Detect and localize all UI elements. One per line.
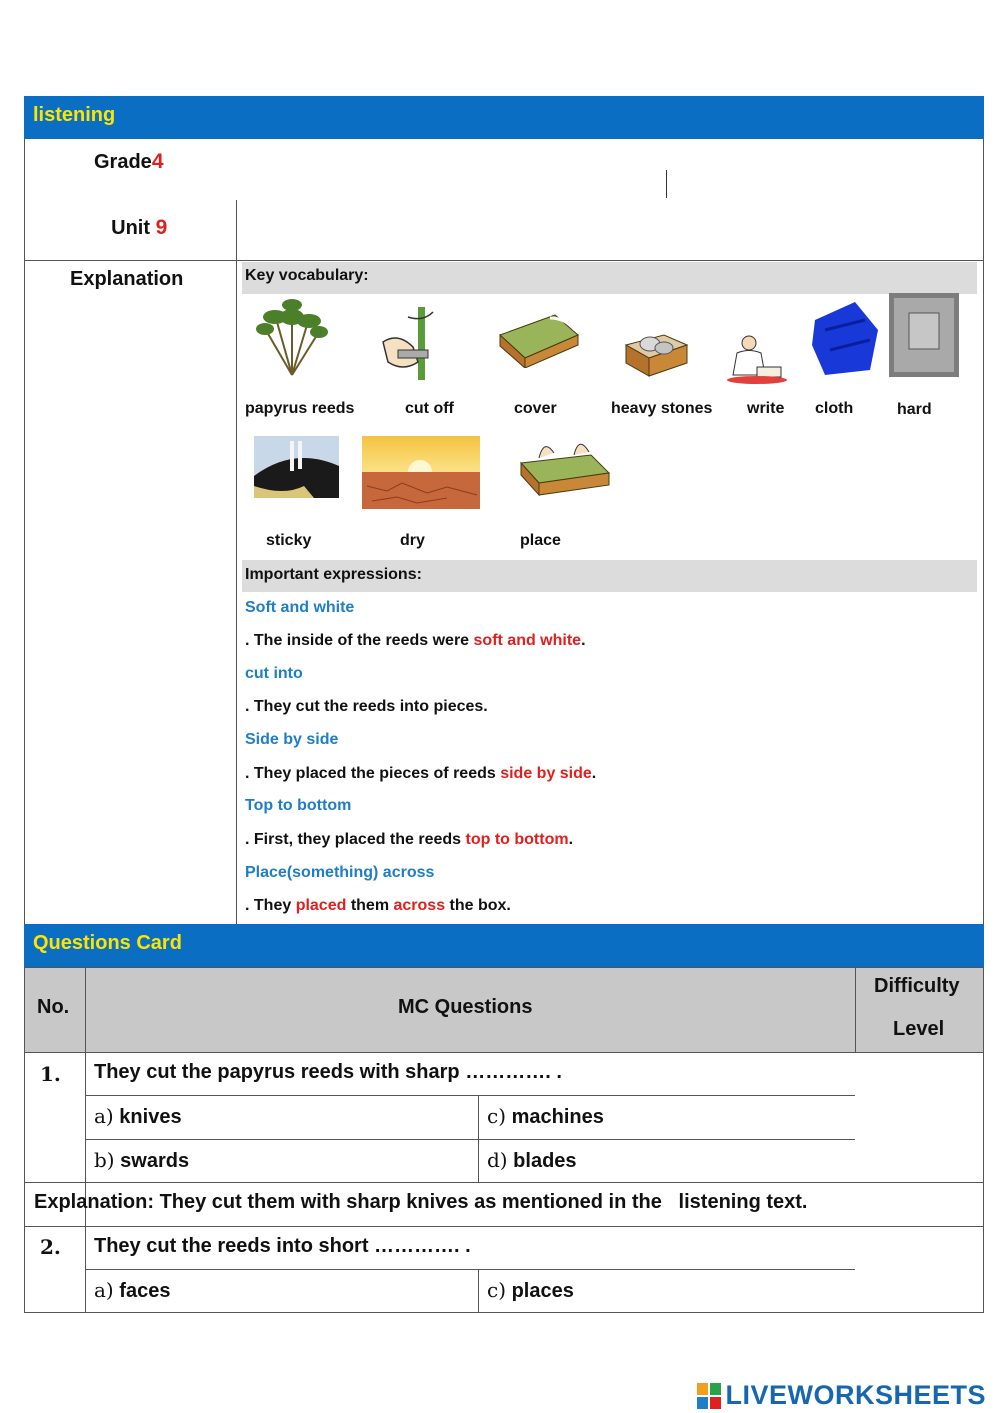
dry-image — [362, 436, 480, 509]
row-line — [86, 1095, 855, 1096]
header-bar — [24, 96, 984, 139]
expression-heading: Place(something) across — [245, 864, 435, 881]
row-line — [86, 1139, 855, 1140]
liveworksheets-logo — [697, 1380, 986, 1411]
question-number: 1. — [40, 1062, 61, 1086]
unit-line — [100, 193, 167, 240]
expressions-title: Important expressions: — [245, 566, 422, 583]
expression-heading: Soft and white — [245, 599, 355, 616]
expression-example: . They cut the reeds into pieces. — [245, 698, 488, 715]
expression-example: . They placed the pieces of reeds side by side. — [245, 765, 597, 782]
vocab-label: cover — [514, 400, 557, 417]
place-image — [519, 433, 611, 497]
questions-card-bar — [24, 924, 984, 967]
papyrus-reeds-image — [255, 297, 330, 377]
vocab-label: dry — [400, 532, 425, 549]
hard-image — [889, 293, 959, 377]
brand-icon — [697, 1383, 721, 1409]
section-title: listening — [33, 104, 116, 126]
vocab-label: place — [520, 532, 561, 549]
option-d[interactable]: d) blades — [487, 1148, 577, 1172]
vocab-label: cut off — [405, 400, 454, 417]
question-text: They cut the papyrus reeds with sharp …………. . — [94, 1061, 562, 1083]
grade-value: 4 — [151, 150, 164, 173]
expression-heading: Side by side — [245, 731, 339, 748]
cloth-image — [810, 300, 880, 376]
cut-off-image — [378, 302, 443, 380]
questions-card-title: Questions Card — [33, 932, 182, 954]
option-c[interactable]: c) places — [487, 1278, 574, 1302]
question-number: 2. — [40, 1235, 61, 1259]
vocab-label: sticky — [266, 532, 312, 549]
cover-image — [495, 310, 581, 368]
option-a[interactable]: a) knives — [94, 1104, 182, 1128]
info-block — [24, 139, 984, 261]
explanation-divider — [236, 261, 237, 925]
option-divider — [478, 1095, 479, 1183]
option-b[interactable]: b) swards — [94, 1148, 190, 1172]
col-header-no: No. — [37, 996, 70, 1018]
unit-label: Unit — [111, 217, 156, 239]
text-cursor — [666, 170, 667, 198]
key-vocab-title: Key vocabulary: — [245, 267, 369, 284]
expression-example: . First, they placed the reeds top to bottom. — [245, 831, 574, 848]
vocab-label: heavy stones — [611, 400, 713, 417]
explanation-label: Explanation — [70, 268, 184, 290]
expression-heading: Top to bottom — [245, 797, 352, 814]
grade-label: Grade — [94, 151, 152, 173]
brand-name: LIVEWORKSHEETS — [725, 1380, 986, 1410]
vocab-label: papyrus reeds — [245, 400, 355, 417]
vocab-label: hard — [897, 401, 932, 418]
option-c[interactable]: c) machines — [487, 1104, 604, 1128]
col-header-questions: MC Questions — [398, 996, 533, 1018]
divider — [236, 200, 237, 261]
option-a[interactable]: a) faces — [94, 1278, 171, 1302]
col-header-level: Level — [893, 1018, 945, 1040]
question-text: They cut the reeds into short …………. . — [94, 1235, 471, 1257]
vocab-label: cloth — [815, 400, 854, 417]
row-line — [86, 1269, 855, 1270]
expression-example: . They placed them across the box. — [245, 897, 511, 914]
grade-line — [94, 150, 164, 174]
option-divider — [478, 1269, 479, 1313]
answer-explanation: Explanation: They cut them with sharp knives as mentioned in the listening text. — [34, 1191, 808, 1213]
sticky-image — [254, 436, 339, 498]
expression-heading: cut into — [245, 665, 303, 682]
col-divider-diff — [855, 967, 856, 1053]
heavy-stones-image — [624, 330, 689, 380]
expression-example: . The inside of the reeds were soft and white. — [245, 632, 586, 649]
vocab-label: write — [747, 400, 785, 417]
unit-value: 9 — [155, 216, 168, 239]
col-header-difficulty: Difficulty — [874, 975, 960, 997]
write-image — [727, 333, 791, 385]
